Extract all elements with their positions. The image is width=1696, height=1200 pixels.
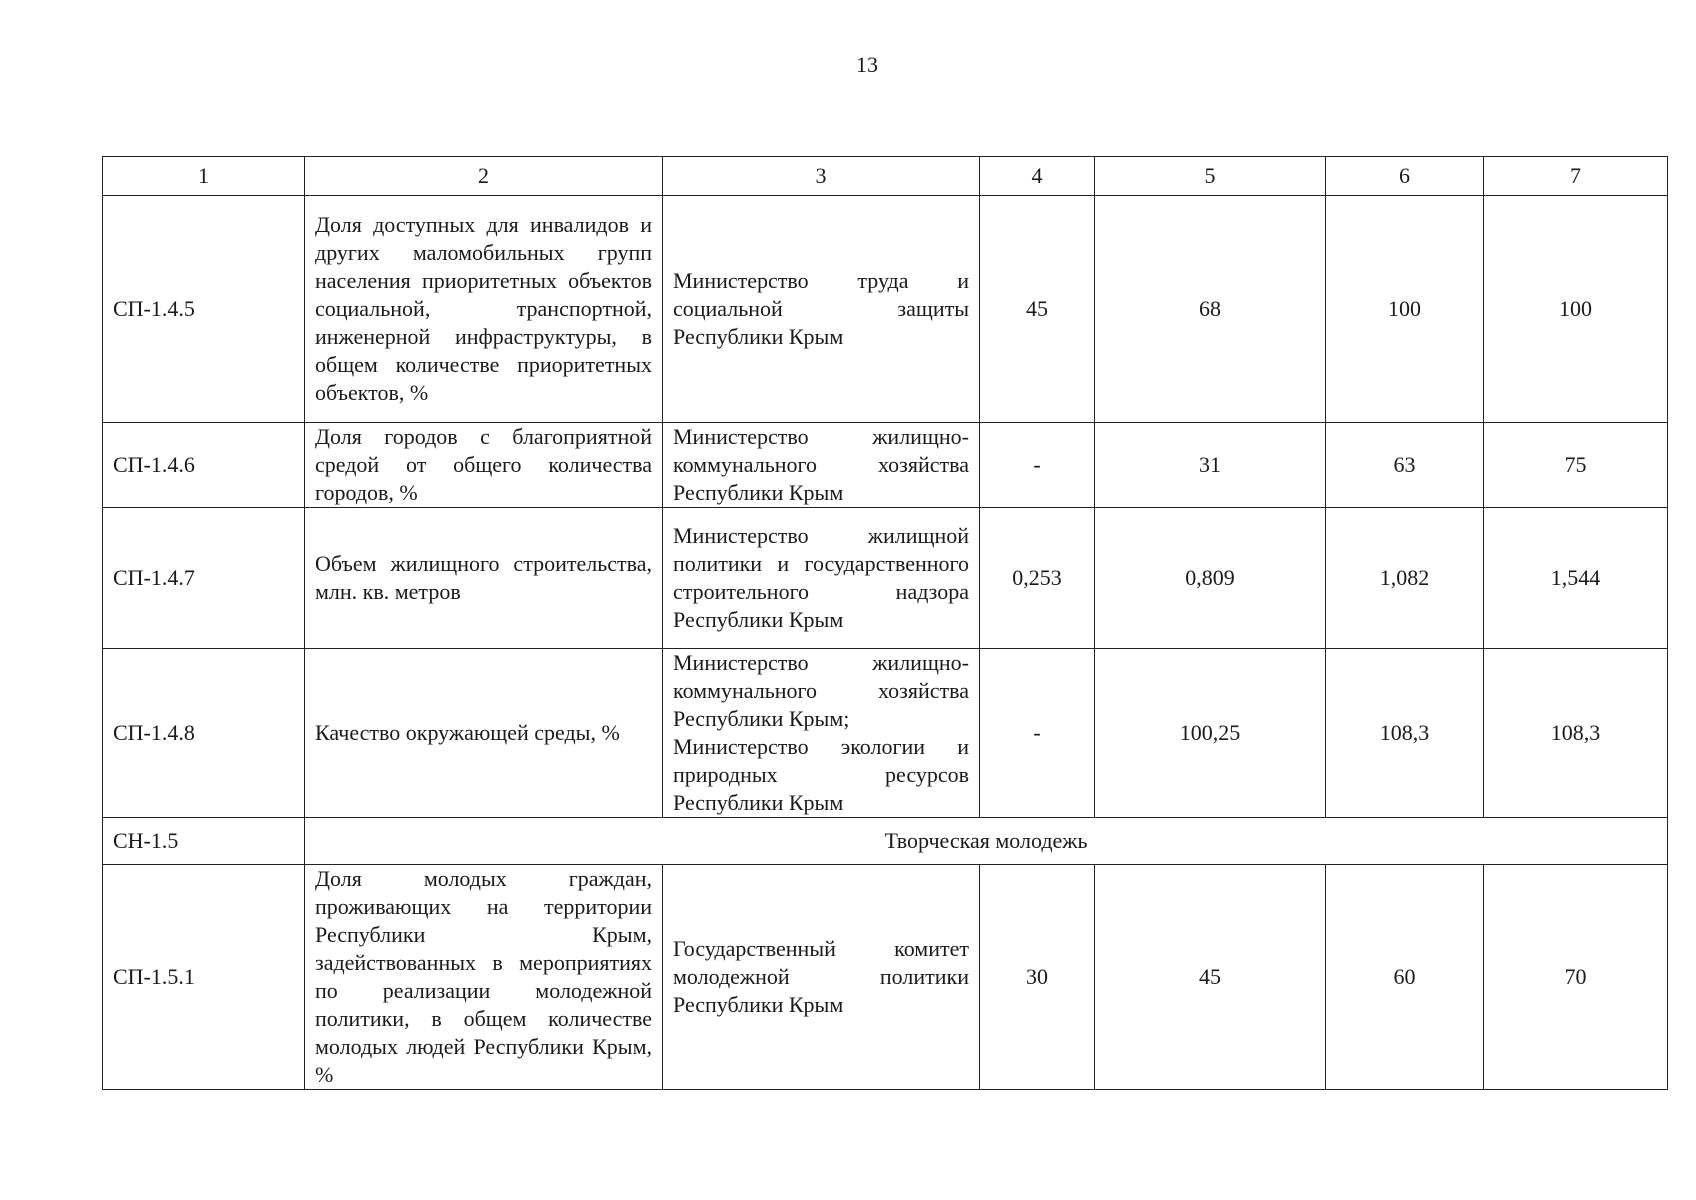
header-cell: 5 — [1095, 157, 1326, 196]
value-col-4: 45 — [980, 196, 1095, 423]
indicators-table — [102, 156, 1668, 1090]
value-col-6: 60 — [1326, 865, 1484, 1090]
table-row — [103, 865, 1668, 1090]
header-cell: 2 — [305, 157, 663, 196]
value-col-4: - — [980, 423, 1095, 508]
table-row — [103, 649, 1668, 818]
indicator-code: СП-1.4.6 — [103, 423, 305, 508]
value-col-4: - — [980, 649, 1095, 818]
indicator-code: СП-1.4.7 — [103, 508, 305, 649]
indicator-name: Объем жилищного строительства, млн. кв. метров — [305, 508, 663, 649]
indicator-code: СП-1.4.8 — [103, 649, 305, 818]
value-col-5: 0,809 — [1095, 508, 1326, 649]
value-col-4: 30 — [980, 865, 1095, 1090]
indicator-name: Доля городов с благоприятной средой от общего количества городов, % — [305, 423, 663, 508]
section-code: СН-1.5 — [103, 818, 305, 865]
responsible-body: Министерство жилищно-коммунального хозяйства Республики Крым; Министерство экологии и природных ресурсов Республики Крым — [663, 649, 980, 818]
header-cell: 1 — [103, 157, 305, 196]
value-col-4: 0,253 — [980, 508, 1095, 649]
value-col-7: 100 — [1484, 196, 1668, 423]
indicator-code: СП-1.4.5 — [103, 196, 305, 423]
table-header-row — [103, 157, 1668, 196]
value-col-7: 108,3 — [1484, 649, 1668, 818]
value-col-7: 70 — [1484, 865, 1668, 1090]
value-col-7: 1,544 — [1484, 508, 1668, 649]
value-col-5: 100,25 — [1095, 649, 1326, 818]
header-cell: 6 — [1326, 157, 1484, 196]
indicator-name: Доля молодых граждан, проживающих на территории Республики Крым, задействованных в мероприятиях по реализации молодежной политики, в общем количестве молодых людей Республики Крым, % — [305, 865, 663, 1090]
responsible-body: Государственный комитет молодежной политики Республики Крым — [663, 865, 980, 1090]
value-col-5: 31 — [1095, 423, 1326, 508]
section-title: Творческая молодежь — [305, 818, 1668, 865]
indicator-name: Доля доступных для инвалидов и других маломобильных групп населения приоритетных объектов социальной, транспортной, инженерной инфраструктуры, в общем количестве приоритетных объектов, % — [305, 196, 663, 423]
table-row — [103, 508, 1668, 649]
responsible-body: Министерство труда и социальной защиты Республики Крым — [663, 196, 980, 423]
indicator-code: СП-1.5.1 — [103, 865, 305, 1090]
value-col-5: 45 — [1095, 865, 1326, 1090]
value-col-6: 1,082 — [1326, 508, 1484, 649]
indicator-name: Качество окружающей среды, % — [305, 649, 663, 818]
page-number: 13 — [856, 52, 878, 77]
table-row — [103, 423, 1668, 508]
value-col-7: 75 — [1484, 423, 1668, 508]
header-cell: 4 — [980, 157, 1095, 196]
header-cell: 7 — [1484, 157, 1668, 196]
value-col-6: 63 — [1326, 423, 1484, 508]
table-row — [103, 196, 1668, 423]
value-col-6: 100 — [1326, 196, 1484, 423]
value-col-5: 68 — [1095, 196, 1326, 423]
value-col-6: 108,3 — [1326, 649, 1484, 818]
header-cell: 3 — [663, 157, 980, 196]
responsible-body: Министерство жилищной политики и государственного строительного надзора Республики Крым — [663, 508, 980, 649]
section-row — [103, 818, 1668, 865]
responsible-body: Министерство жилищно-коммунального хозяйства Республики Крым — [663, 423, 980, 508]
